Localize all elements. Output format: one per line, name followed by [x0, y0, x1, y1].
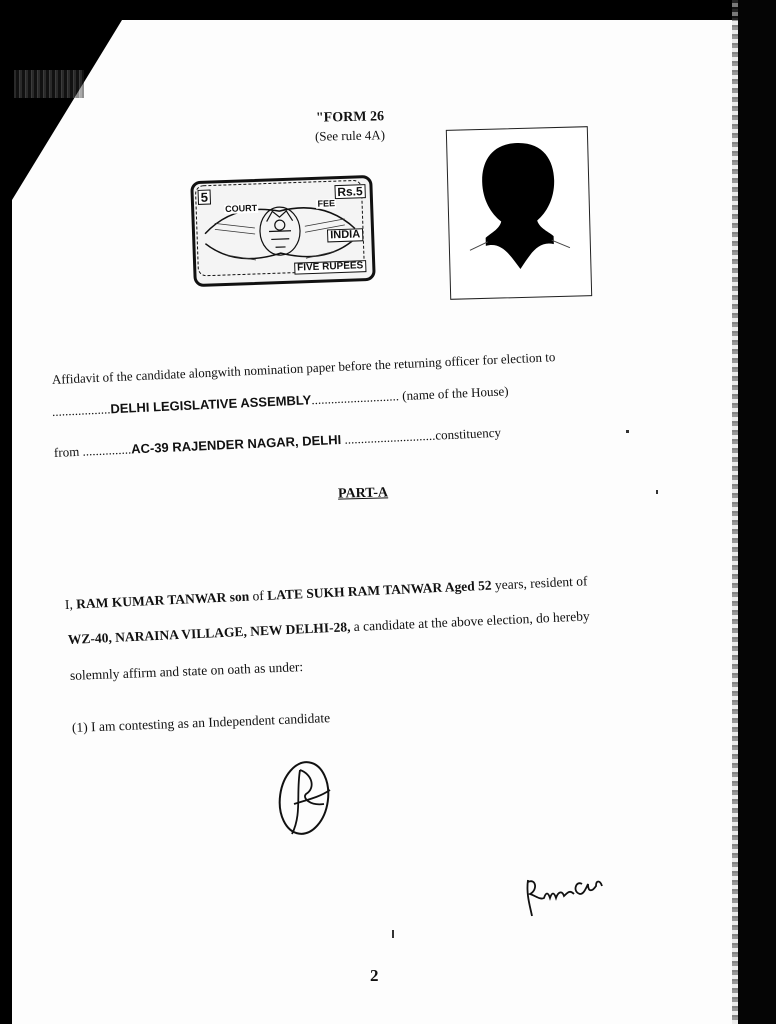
statement-line-2: WZ-40, NARAINA VILLAGE, NEW DELHI-28, a candidate at the above election, do hereby: [67, 608, 590, 647]
scan-speck: [626, 430, 629, 433]
stamp-country-label: INDIA: [327, 228, 363, 242]
scan-corner-shadow: [12, 20, 122, 200]
stamp-fee-label: FEE: [317, 198, 336, 209]
oath-commissioner-signature-icon: [272, 754, 342, 840]
affidavit-line-1: Affidavit of the candidate alongwith nomination paper before the returning officer for election to: [51, 349, 556, 387]
scan-top-border: [0, 0, 776, 20]
scan-speck: [656, 490, 658, 494]
statement-line-1: I, RAM KUMAR TANWAR son of LATE SUKH RAM TANWAR Aged 52 years, resident of: [64, 573, 588, 612]
scan-left-border: [0, 0, 12, 1024]
candidate-address: WZ-40, NARAINA VILLAGE, NEW DELHI-28,: [67, 619, 351, 647]
stamp-value-left: 5: [198, 189, 212, 204]
candidate-signature-icon: [522, 870, 612, 922]
person-silhouette-icon: [447, 127, 591, 299]
stamp-denomination-label: FIVE RUPEES: [294, 260, 367, 275]
stamp-court-label: COURT: [225, 202, 258, 215]
stamp-value-right: Rs.5: [334, 184, 366, 199]
statement-line-3: solemnly affirm and state on oath as under:: [69, 659, 304, 683]
form-rule: (See rule 4A): [314, 127, 386, 144]
affidavit-line-3: from ...............AC-39 RAJENDER NAGAR, DELHI ............................constituency: [53, 424, 502, 460]
candidate-photo: [446, 126, 592, 300]
form-title: "FORM 26: [315, 109, 385, 126]
clause-1: (1) I am contesting as an Independent candidate: [71, 710, 331, 735]
scan-speck: [392, 930, 394, 938]
candidate-name: RAM KUMAR TANWAR son: [75, 588, 250, 612]
house-name: DELHI LEGISLATIVE ASSEMBLY: [110, 392, 312, 417]
scan-corner-noise: [14, 70, 84, 98]
scan-right-border: [738, 0, 776, 1024]
page-number: 2: [370, 966, 379, 985]
court-fee-stamp: [190, 175, 376, 287]
part-heading: PART-A: [337, 485, 389, 502]
constituency-name: AC-39 RAJENDER NAGAR, DELHI: [130, 431, 342, 457]
father-name: LATE SUKH RAM TANWAR Aged 52: [266, 577, 492, 603]
affidavit-line-2: ..................DELHI LEGISLATIVE ASSEMBLY........................... (name of the House): [51, 383, 509, 419]
scan-right-edge-noise: [732, 0, 738, 1024]
